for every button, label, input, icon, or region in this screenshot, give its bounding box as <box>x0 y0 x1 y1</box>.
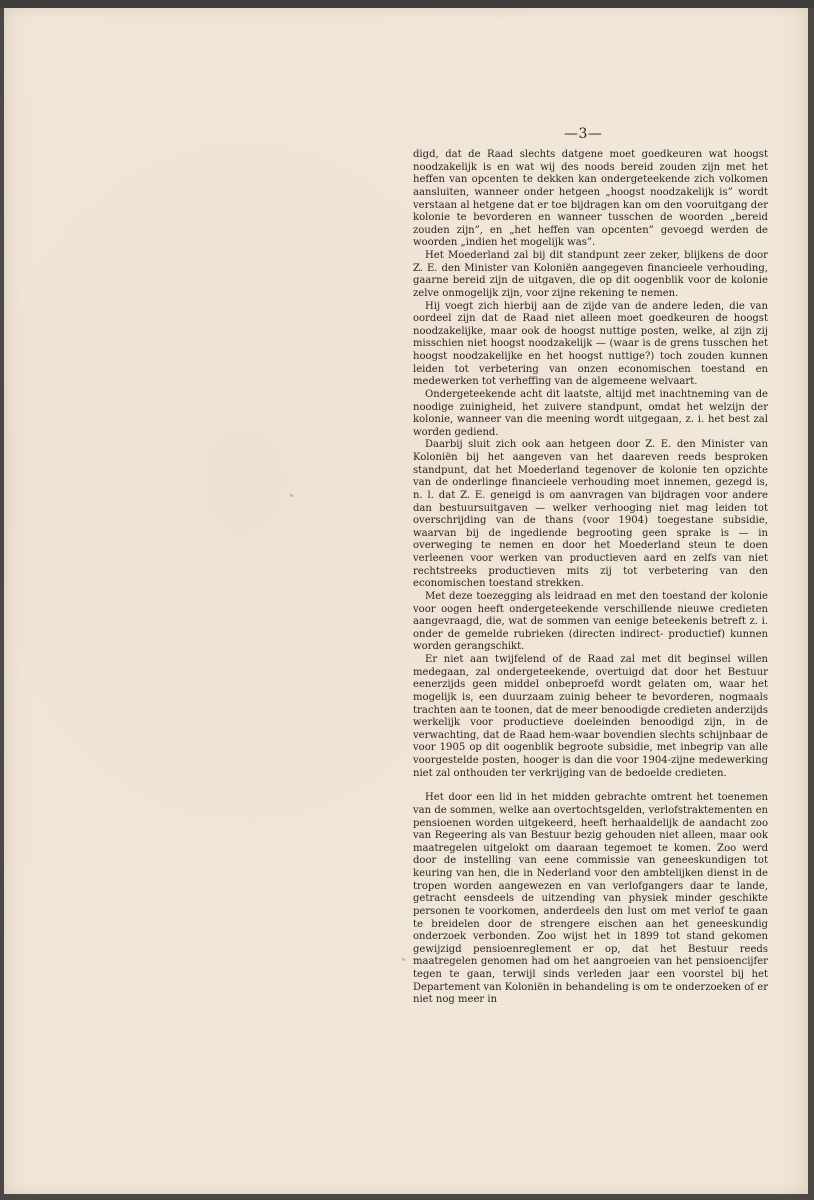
paper-speck <box>402 958 405 961</box>
body-text-column <box>413 149 768 1007</box>
paragraph: Er niet aan twijfelend of de Raad zal met dit beginsel willen medegaan, zal ondergeteekende, overtuigd dat door het Bestuur eenerzijds geen middel onbeproefd wordt gelaten om, waar het mogelijk is, een duurzaam zuinig beheer te bevorderen, nogmaals trachten aan te toonen, dat de meer benoodigde credieten anderzijds werkelijk voor productieve doeleinden benoodigd zijn, in de verwachting, dat de Raad hem-waar bovendien slechts schijnbaar de voor 1905 op dit oogenblik begroote subsidie, met inbegrip van alle voorgestelde posten, hooger is dan die voor 1904-zijne medewerking niet zal onthouden ter verkrijging van de bedoelde credieten. <box>413 654 768 779</box>
paragraph: Het door een lid in het midden gebrachte omtrent het toenemen van de sommen, welke aan overtochtsgelden, verlofstraktementen en pensioenen worden uitgekeerd, heeft herhaaldelijk de aandacht zoo van Regeering als van Bestuur bezig gehouden niet alleen, maar ook maatregelen uitgelokt om daaraan tegemoet te komen. Zoo werd door de instelling van eene commissie van geneeskundigen tot keuring van hen, die in Nederland voor den ambtelijken dienst in de tropen worden aangewezen en van verlofgangers daar te lande, getracht eensdeels de uitzending van physiek minder geschikte personen te voorkomen, anderdeels den lust om met verlof te gaan te breidelen door de strengere eischen aan het geneeskundig onderzoek verbonden. Zoo wijst het in 1899 tot stand gekomen gewijzigd pensioenreglement er op, dat het Bestuur reeds maatregelen genomen had om het aangroeien van het pensioencijfer tegen te gaan, terwijl sinds verleden jaar een voorstel bij het Departement van Koloniën in behandeling is om te onderzoeken of er niet nog meer in <box>413 792 768 1006</box>
paragraph: Hij voegt zich hierbij aan de zijde van de andere leden, die van oordeel zijn dat de Raad niet alleen moet goedkeuren de hoogst noodzakelijke, maar ook de hoogst nuttige posten, welke, al zijn zij misschien niet hoogst noodzakelijk — (waar is de grens tusschen het hoogst noodzakelijke en het hoogst nuttige?) toch zouden kunnen leiden tot verbetering van onzen economischen toestand en medewerken tot verheffing van de algemeene welvaart. <box>413 300 768 388</box>
paragraph: Het Moederland zal bij dit standpunt zeer zeker, blijkens de door Z. E. den Minister van Koloniën aangegeven financieele verhouding, gaarne bereid zijn de uitgaven, die op dit oogenblik voor de kolonie zelve onmogelijk zijn, voor zijne rekening te nemen. <box>413 250 768 299</box>
paragraph: digd, dat de Raad slechts datgene moet goedkeuren wat hoogst noodzakelijk is en wat wij des noods bereid zouden zijn met het heffen van opcenten te dekken kan ondergeteekende zich volkomen aansluiten, wanneer onder hetgeen „hoogst noodzakelijk is” wordt verstaan al hetgene dat er toe bijdragen kan om den vooruitgang der kolonie te bevorderen en wanneer tusschen de woorden „bereid zouden zijn”, en „het heffen van opcenten” gevoegd werden de woorden „indien het mogelijk was”. <box>413 149 768 249</box>
page-number: —3— <box>564 126 603 142</box>
paragraph: Ondergeteekende acht dit laatste, altijd met inachtneming van de noodige zuinigheid, het zuivere standpunt, omdat het welzijn der kolonie, wanneer van die meening wordt uitgegaan, z. i. het best zal worden gediend. <box>413 388 768 438</box>
scanner-top-edge <box>0 0 814 8</box>
paragraph: Met deze toezegging als leidraad en met den toestand der kolonie voor oogen heeft ondergeteekende verschillende nieuwe credieten aangevraagd, die, wat de sommen van eenige beteekenis betreft z. i. onder de gemelde rubrieken (directen indirect- productief) kunnen worden gerangschikt. <box>413 590 768 653</box>
document-page <box>4 8 808 1194</box>
paper-speck <box>290 494 293 497</box>
paragraph: Daarbij sluit zich ook aan hetgeen door Z. E. den Minister van Koloniën bij het aangeven van het daareven reeds besproken standpunt, dat het Moederland tegenover de kolonie ten opzichte van de onderlinge financieele verhouding moet innemen, gezegd is, n. l. dat Z. E. geneigd is om aanvragen van bijdragen voor andere dan bestuursuitgaven — welker verhooging niet mag leiden tot overschrijding van de thans (voor 1904) toegestane subsidie, waarvan bij de ingediende begrooting geen sprake is — in overweging te nemen en door het Moederland steun te doen verleenen voor werken van productieven aard en zelfs van niet rechtstreeks productieven mits zij tot verbetering van den economischen toestand strekken. <box>413 439 768 590</box>
